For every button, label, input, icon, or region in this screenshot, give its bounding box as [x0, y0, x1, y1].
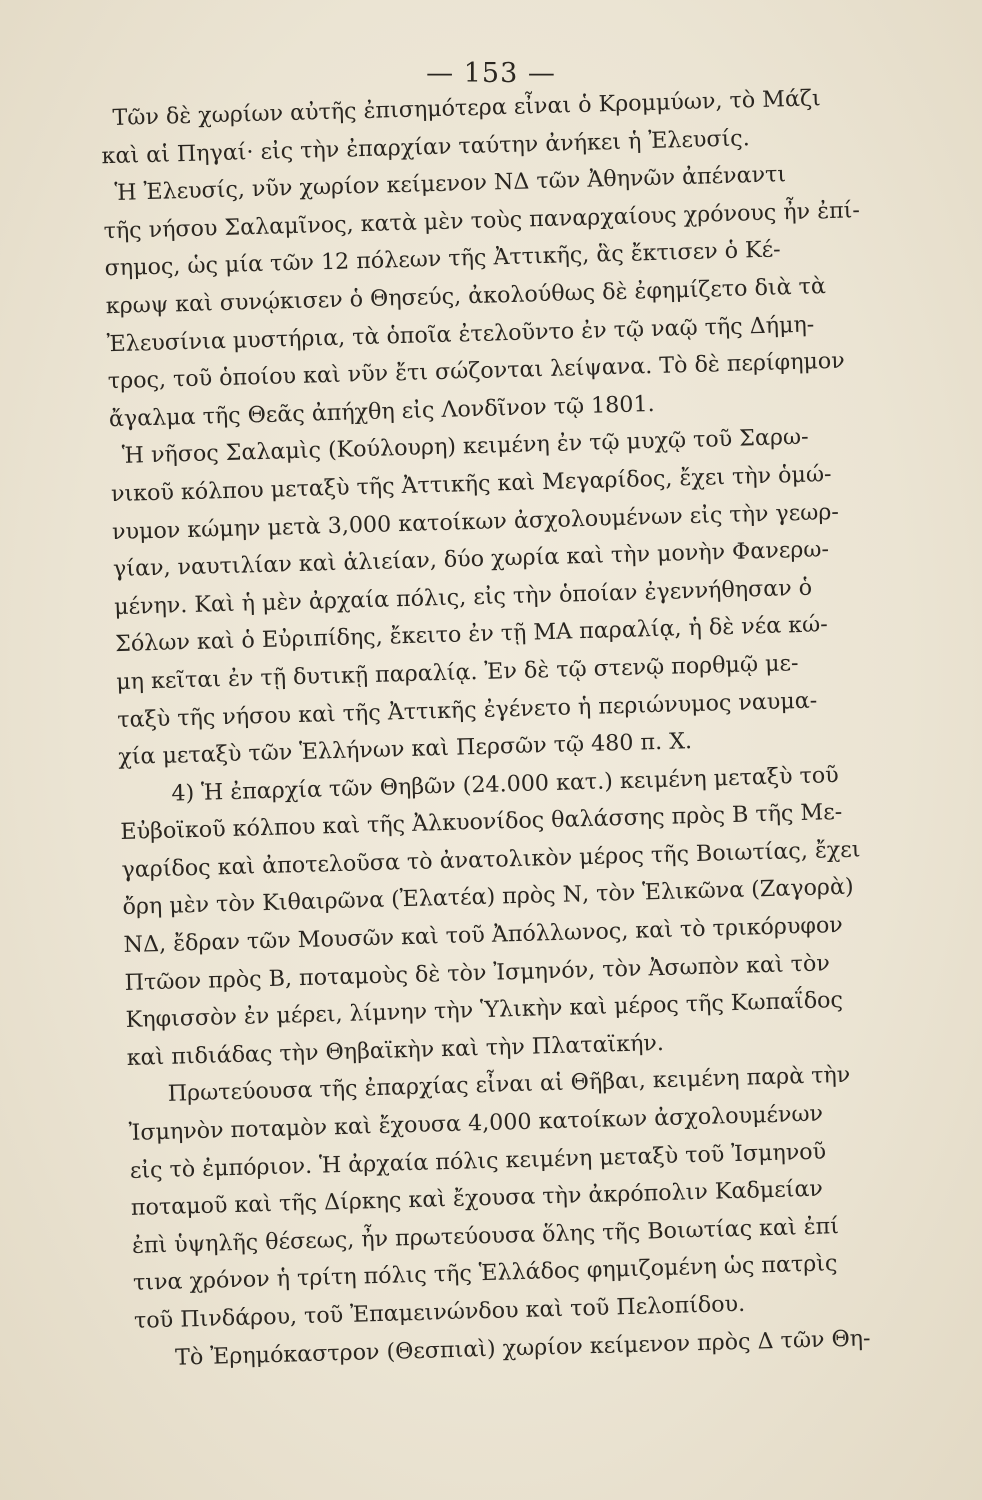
text-line: ὄρη μὲν τὸν Κιθαιρῶνα (Ἐλατέα) πρὸς Ν, τὸν Ἑλικῶνα (Ζαγορὰ) — [122, 874, 854, 921]
text-line: κρωψ καὶ συνῴκισεν ὁ Θησεύς, ἀκολούθως δὲ ἐφημίζετο διὰ τὰ — [105, 273, 827, 320]
text-line: Πρωτεύουσα τῆς ἐπαρχίας εἶναι αἱ Θῆβαι, κειμένη παρὰ τὴν — [167, 1062, 851, 1108]
text-line: καὶ πιδιάδας τὴν Θηβαϊκὴν καὶ τὴν Πλαταϊκήν. — [126, 1029, 665, 1071]
text-line: ποταμοῦ καὶ τῆς Δίρκης καὶ ἔχουσα τὴν ἀκρόπολιν Καδμείαν — [130, 1175, 824, 1222]
text-line: Εὐβοϊκοῦ κόλπου καὶ τῆς Ἀλκυονίδος θαλάσσης πρὸς Β τῆς Με- — [120, 799, 843, 846]
text-line: μένην. Καὶ ἡ μὲν ἀρχαία πόλις, εἰς τὴν ὁποίαν ἐγεννήθησαν ὁ — [113, 574, 813, 620]
text-line: σημος, ὡς μία τῶν 12 πόλεων τῆς Ἀττικῆς, ἃς ἔκτισεν ὁ Κέ- — [104, 236, 781, 282]
page-number: — 153 — — [426, 58, 556, 89]
text-line: τινα χρόνον ἡ τρίτη πόλις τῆς Ἑλλάδος φημιζομένη ὡς πατρὶς — [132, 1250, 838, 1297]
text-line: νικοῦ κόλπου μεταξὺ τῆς Ἀττικῆς καὶ Μεγαρίδος, ἔχει τὴν ὁμώ- — [110, 460, 832, 508]
text-line: Σόλων καὶ ὁ Εὐριπίδης, ἔκειτο ἐν τῇ ΜΑ παραλίᾳ, ἡ δὲ νέα κώ- — [114, 611, 829, 658]
text-line: ταξὺ τῆς νήσου καὶ τῆς Ἀττικῆς ἐγένετο ἡ περιώνυμος ναυμα- — [116, 687, 818, 733]
text-line: νυμον κώμην μετὰ 3,000 κατοίκων ἀσχολουμένων εἰς τὴν γεωρ- — [111, 498, 840, 545]
text-line: Ἡ νῆσος Σαλαμὶς (Κούλουρη) κειμένη ἐν τῷ μυχῷ τοῦ Σαρω- — [121, 424, 809, 470]
text-line: ἐπὶ ὑψηλῆς θέσεως, ἦν πρωτεύουσα ὅλης τῆς Βοιωτίας καὶ ἐπί — [131, 1212, 840, 1259]
text-line: χία μεταξὺ τῶν Ἑλλήνων καὶ Περσῶν τῷ 480 π. Χ. — [117, 728, 693, 771]
text-line: Ἐλευσίνια μυστήρια, τὰ ὁποῖα ἐτελοῦντο ἐν τῷ ναῷ τῆς Δήμη- — [106, 311, 815, 357]
text-line: Τὸ Ἐρημόκαστρον (Θεσπιαὶ) χωρίον κείμενον πρὸς Δ τῶν Θη- — [174, 1324, 871, 1371]
text-line: τρος, τοῦ ὁποίου καὶ νῦν ἔτι σώζονται λείψανα. Τὸ δὲ περίφημον — [107, 347, 846, 395]
text-line: ἄγαλμα τῆς Θεᾶς ἀπήχθη εἰς Λονδῖνον τῷ 1801. — [108, 390, 655, 432]
text-line: Κηφισσὸν ἐν μέρει, λίμνην τὴν Ὑλικὴν καὶ μέρος τῆς Κωπαΐδος — [125, 987, 844, 1034]
text-line: 4) Ἡ ἐπαρχία τῶν Θηβῶν (24.000 κατ.) κειμένη μεταξὺ τοῦ — [171, 761, 840, 807]
text-line: Τῶν δὲ χωρίων αὐτῆς ἐπισημότερα εἶναι ὁ Κρομμύων, τὸ Μάζι — [112, 85, 821, 131]
text-line: τοῦ Πινδάρου, τοῦ Ἐπαμεινώνδου καὶ τοῦ Πελοπίδου. — [133, 1290, 746, 1334]
text-line: Πτῶον πρὸς Β, ποταμοὺς δὲ τὸν Ἰσμηνόν, τὸν Ἀσωπὸν καὶ τὸν — [124, 949, 831, 996]
text-line: ΝΔ, ἔδραν τῶν Μουσῶν καὶ τοῦ Ἀπόλλωνος, καὶ τὸ τρικόρυφον — [123, 911, 844, 959]
text-line: τῆς νήσου Σαλαμῖνος, κατὰ μὲν τοὺς παναρχαίους χρόνους ἦν ἐπί- — [103, 196, 861, 245]
text-line: μη κεῖται ἐν τῇ δυτικῇ παραλίᾳ. Ἐν δὲ τῷ στενῷ πορθμῷ με- — [115, 649, 799, 696]
text-line: γίαν, ναυτιλίαν καὶ ἁλιείαν, δύο χωρία καὶ τὴν μονὴν Φανερω- — [112, 536, 830, 583]
text-line: Ἡ Ἐλευσίς, νῦν χωρίον κείμενον ΝΔ τῶν Ἀθηνῶν ἀπέναντι — [114, 161, 787, 207]
text-line: γαρίδος καὶ ἀποτελοῦσα τὸ ἀνατολικὸν μέρος τῆς Βοιωτίας, ἔχει — [121, 836, 861, 883]
text-line: Ἰσμηνὸν ποταμὸν καὶ ἔχουσα 4,000 κατοίκων ἀσχολουμένων — [128, 1100, 824, 1146]
text-line: καὶ αἱ Πηγαί· εἰς τὴν ἐπαρχίαν ταύτην ἀνήκει ἡ Ἐλευσίς. — [101, 124, 751, 169]
text-line: εἰς τὸ ἐμπόριον. Ἡ ἀρχαία πόλις κειμένη μεταξὺ τοῦ Ἰσμηνοῦ — [129, 1138, 827, 1184]
page-body-text — [101, 79, 917, 1378]
